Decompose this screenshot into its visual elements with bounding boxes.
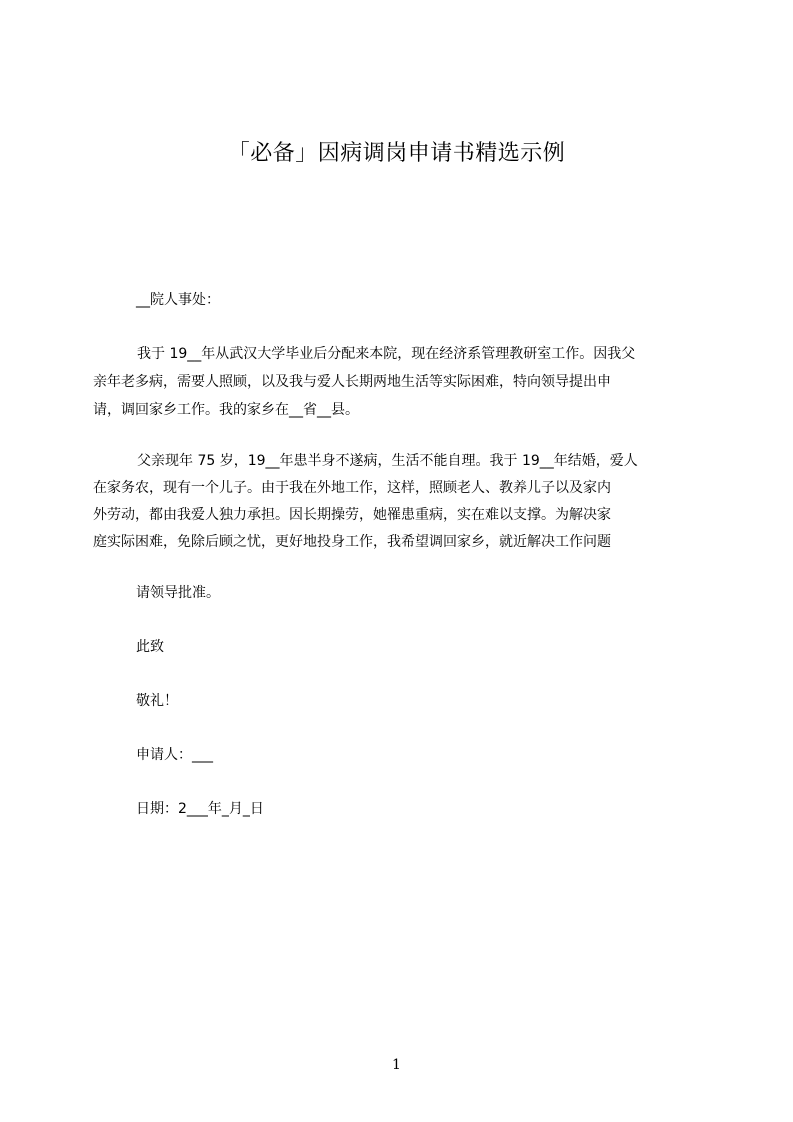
page-number: 1 (392, 1057, 401, 1073)
closing-line: 此致 (136, 639, 164, 655)
salutation: __院人事处： (136, 292, 220, 308)
paragraph-2-line: 父亲现年 75 岁，19__年患半身不遂病，生活不能自理。我于 19__年结婚，爱人 (137, 453, 638, 469)
document-title: 「必备」因病调岗申请书精选示例 (227, 141, 566, 166)
paragraph-2-line: 在家务农，现有一个儿子。由于我在外地工作，这样，照顾老人、教养儿子以及家内 (93, 480, 611, 496)
paragraph-1-line: 我于 19__年从武汉大学毕业后分配来本院，现在经济系管理教研室工作。因我父 (137, 346, 636, 362)
paragraph-1-line: 亲年老多病，需要人照顾，以及我与爱人长期两地生活等实际困难，特向领导提出申 (93, 374, 611, 390)
applicant-line: 申请人：___ (136, 747, 213, 763)
regards-line: 敬礼！ (136, 693, 178, 709)
paragraph-2-line: 庭实际困难，免除后顾之忧，更好地投身工作，我希望调回家乡，就近解决工作问题 (93, 534, 611, 550)
date-line: 日期：2___年_月_日 (136, 801, 264, 817)
paragraph-2-line: 外劳动，都由我爱人独力承担。因长期操劳，她罹患重病，实在难以支撑。为解决家 (93, 507, 611, 523)
paragraph-1-line: 请，调回家乡工作。我的家乡在__省__县。 (93, 402, 359, 418)
request-line: 请领导批准。 (136, 585, 220, 601)
